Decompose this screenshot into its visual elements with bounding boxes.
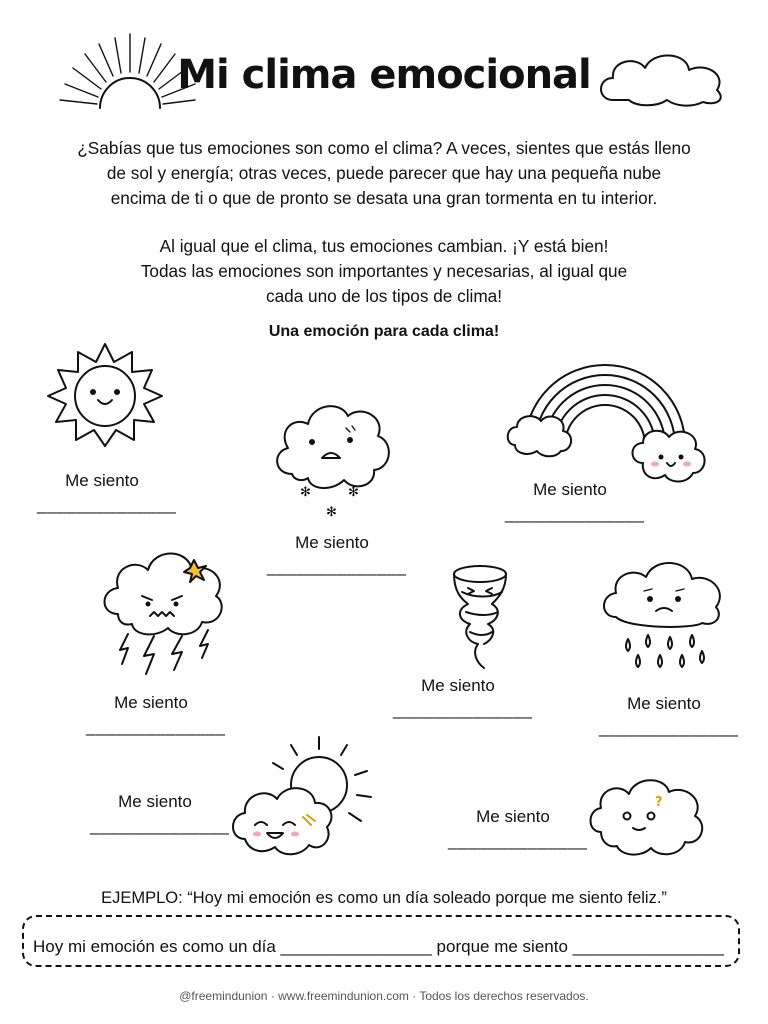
answer-sentence[interactable]: Hoy mi emoción es como un día ________________ porque me siento ________________	[33, 937, 724, 956]
weather-caption: Me siento ______________	[393, 676, 533, 719]
answer-blank[interactable]: ______________	[448, 831, 588, 850]
page-title: Mi clima emocional	[177, 52, 591, 98]
weather-caption: Me siento ______________	[505, 480, 645, 523]
storm-cloud-icon	[98, 542, 233, 677]
weather-caption: Me siento ______________	[37, 471, 177, 514]
rain-cloud-icon	[598, 555, 733, 675]
answer-blank[interactable]: ______________	[267, 557, 407, 576]
answer-blank[interactable]: ______________	[393, 700, 533, 719]
answer-blank[interactable]: ______________	[86, 717, 226, 736]
svg-text:✻: ✻	[300, 485, 311, 500]
answer-blank[interactable]: ______________	[90, 816, 230, 835]
snow-cloud-icon	[270, 392, 400, 522]
svg-text:?: ?	[655, 795, 663, 810]
cloud-icon	[595, 48, 730, 108]
weather-caption: Me siento ______________	[267, 533, 407, 576]
smiling-sun-icon	[40, 340, 170, 450]
weather-caption: Me siento ______________	[86, 693, 226, 736]
svg-text:✻: ✻	[348, 485, 359, 500]
footer-credits: @freemindunion · www.freemindunion.com · Todos los derechos reservados.	[179, 989, 589, 1003]
section-heading: Una emoción para cada clima!	[268, 323, 500, 340]
example-sentence: EJEMPLO: “Hoy mi emoción es como un día soleado porque me siento feliz.”	[101, 889, 667, 907]
rainbow-icon	[505, 355, 720, 495]
confused-cloud-icon	[585, 772, 710, 862]
sun-behind-cloud-icon	[225, 735, 380, 865]
weather-caption: Me siento ______________	[599, 694, 739, 737]
svg-text:✻: ✻	[326, 505, 337, 520]
answer-blank[interactable]: ______________	[599, 718, 739, 737]
tornado-icon	[440, 562, 520, 672]
weather-caption: Me siento ______________	[90, 792, 230, 835]
intro-paragraph-1: ¿Sabías que tus emociones son como el clima? A veces, sientes que estás lleno de sol y energía; otras veces, puede parecer que hay una pequeña nube encima de ti o que de pronto se desata una gran tormenta en tu interior.	[77, 138, 691, 208]
answer-blank[interactable]: ______________	[505, 504, 645, 523]
weather-caption: Me siento ______________	[448, 807, 588, 850]
answer-blank[interactable]: ______________	[37, 495, 177, 514]
intro-paragraph-2: Al igual que el clima, tus emociones cambian. ¡Y está bien! Todas las emociones son importantes y necesarias, al igual que cada uno de los tipos de clima!	[140, 236, 628, 306]
